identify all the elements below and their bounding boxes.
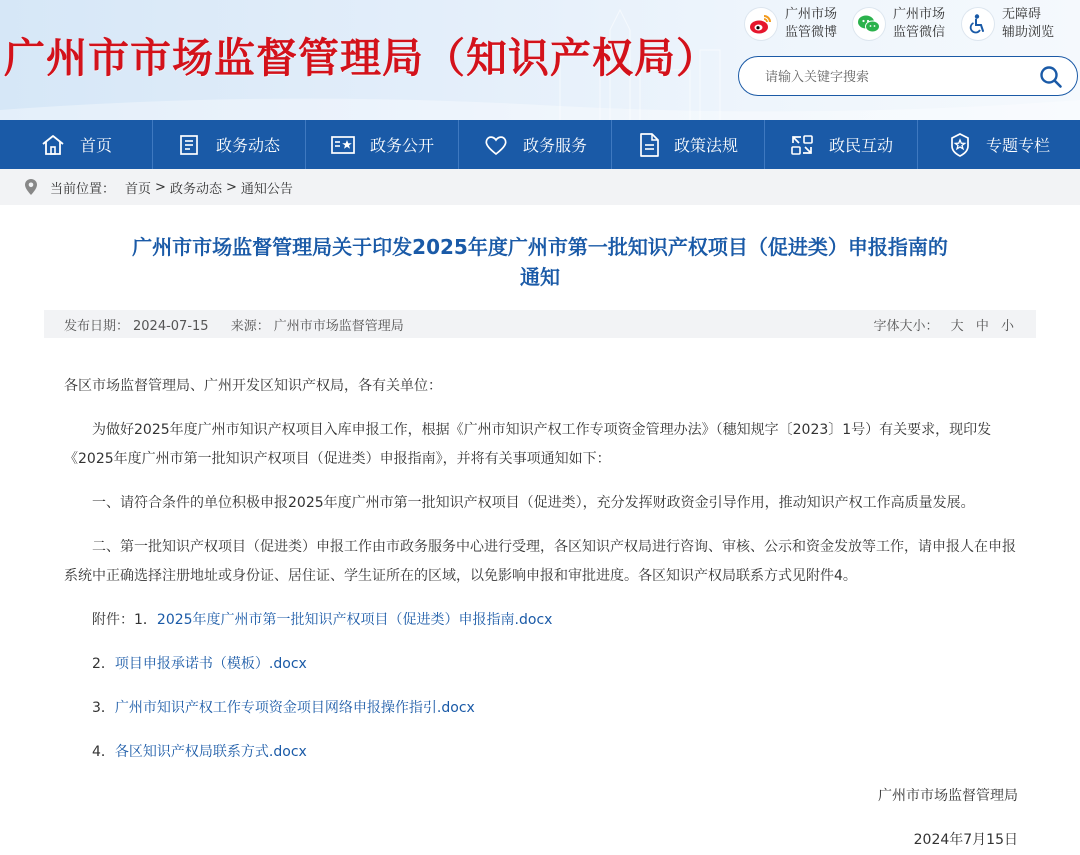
article-meta bbox=[44, 310, 1036, 338]
paragraph: 一、请符合条件的单位积极申报2025年度广州市第一批知识产权项目（促进类），充分发挥财政资金引导作用，推动知识产权工作高质量发展。 bbox=[92, 495, 975, 511]
attachment-item bbox=[64, 650, 1018, 679]
nav-item-service[interactable] bbox=[459, 120, 612, 169]
signature: 广州市市场监督管理局 bbox=[878, 788, 1018, 804]
paragraph: 二、第一批知识产权项目（促进类）申报工作由市政务服务中心进行受理，各区知识产权局进行咨询、审核、公示和资金发放等工作，请申报人在申报系统中正确选择注册地址或身份证、居住证、学生证所在的区域，以免影响申报和审批进度。各区知识产权局联系方式见附件4。 bbox=[64, 539, 1016, 584]
attachment-number: 3． bbox=[92, 700, 115, 716]
attachment-number: 4． bbox=[92, 744, 115, 760]
location-pin-icon bbox=[24, 178, 38, 196]
attachments-label: 附件： bbox=[92, 612, 134, 628]
search-input[interactable] bbox=[763, 66, 1027, 88]
home-icon bbox=[40, 133, 66, 157]
nav-label: 政务服务 bbox=[522, 136, 587, 155]
font-size-small[interactable]: 小 bbox=[1000, 319, 1014, 334]
attachment-item bbox=[64, 694, 1018, 723]
nav-label: 政民互动 bbox=[828, 136, 893, 155]
attachment-link[interactable]: 广州市知识产权工作专项资金项目网络申报操作指引.docx bbox=[114, 700, 475, 716]
breadcrumb-separator: > bbox=[155, 179, 166, 195]
nav-item-news[interactable] bbox=[153, 120, 306, 169]
source: 广州市市场监督管理局 bbox=[273, 319, 404, 334]
article-title-line1: 广州市市场监督管理局关于印发2025年度广州市第一批知识产权项目（促进类）申报指南的 bbox=[132, 235, 948, 259]
search-box bbox=[738, 56, 1078, 96]
wechat-icon bbox=[853, 8, 885, 40]
breadcrumb-news[interactable]: 政务动态 bbox=[169, 181, 222, 197]
salutation: 各区市场监督管理局、广州开发区知识产权局，各有关单位： bbox=[64, 378, 442, 394]
date-label: 发布日期： bbox=[64, 319, 130, 334]
attachment-link[interactable]: 项目申报承诺书（模板）.docx bbox=[114, 656, 307, 672]
quick-link-line2: 辅助浏览 bbox=[1002, 25, 1055, 40]
nav-item-open-gov[interactable] bbox=[306, 120, 459, 169]
quick-link-line2: 监管微信 bbox=[893, 25, 946, 40]
nav-label: 政策法规 bbox=[673, 136, 738, 155]
quick-link-weibo[interactable] bbox=[745, 6, 837, 42]
font-size-medium[interactable]: 中 bbox=[975, 319, 989, 334]
badge-icon bbox=[948, 132, 972, 158]
nav-label: 政务动态 bbox=[215, 136, 280, 155]
attachment-link[interactable]: 各区知识产权局联系方式.docx bbox=[114, 744, 307, 760]
quick-link-line1: 广州市场 bbox=[785, 7, 838, 22]
quick-link-line1: 无障碍 bbox=[1002, 7, 1042, 22]
nav-label: 专题专栏 bbox=[985, 136, 1050, 155]
breadcrumb bbox=[0, 169, 1080, 205]
nav-label: 首页 bbox=[79, 136, 112, 155]
attachment-number: 1． bbox=[134, 612, 157, 628]
breadcrumb-home[interactable]: 首页 bbox=[125, 181, 152, 197]
heart-icon bbox=[483, 134, 509, 156]
breadcrumb-separator: > bbox=[225, 179, 237, 195]
news-icon bbox=[178, 134, 202, 156]
article-body bbox=[64, 372, 1018, 855]
attachment-number: 2． bbox=[92, 656, 115, 672]
breadcrumb-prefix: 当前位置： bbox=[50, 181, 116, 197]
nav-label: 政务公开 bbox=[369, 136, 434, 155]
nav-item-home[interactable] bbox=[0, 120, 153, 169]
site-header bbox=[0, 0, 1080, 120]
breadcrumb-notices[interactable]: 通知公告 bbox=[240, 181, 293, 197]
open-gov-icon bbox=[330, 134, 356, 156]
quick-link-accessibility[interactable] bbox=[962, 6, 1054, 42]
nav-item-interaction[interactable] bbox=[765, 120, 918, 169]
quick-link-wechat[interactable] bbox=[853, 6, 945, 42]
quick-link-line2: 监管微博 bbox=[785, 25, 838, 40]
article-title-line2: 通知 bbox=[520, 265, 560, 289]
site-title: 广州市市场监督管理局（知识产权局） bbox=[4, 34, 718, 82]
font-size-label: 字体大小： bbox=[873, 319, 939, 334]
nav-item-topics[interactable] bbox=[918, 120, 1080, 169]
main-nav bbox=[0, 120, 1080, 169]
document-icon bbox=[638, 132, 660, 158]
source-label: 来源： bbox=[230, 319, 270, 334]
attachment-item bbox=[64, 738, 1018, 767]
publish-date: 2024-07-15 bbox=[133, 319, 209, 334]
search-icon[interactable] bbox=[1039, 65, 1063, 89]
font-size-large[interactable]: 大 bbox=[950, 319, 964, 334]
accessibility-icon bbox=[962, 8, 994, 40]
attachment-item bbox=[64, 606, 1018, 635]
attachment-link[interactable]: 2025年度广州市第一批知识产权项目（促进类）申报指南.docx bbox=[156, 612, 553, 628]
interaction-icon bbox=[789, 133, 815, 157]
paragraph: 为做好2025年度广州市知识产权项目入库申报工作，根据《广州市知识产权工作专项资金管理办法》（穗知规字〔2023〕1号）有关要求，现印发《2025年度广州市第一批知识产权项目（促进类）申报指南》，并将有关事项通知如下： bbox=[64, 422, 992, 467]
sign-date: 2024年7月15日 bbox=[913, 832, 1018, 848]
quick-link-line1: 广州市场 bbox=[893, 7, 946, 22]
weibo-icon bbox=[745, 8, 777, 40]
nav-item-policy[interactable] bbox=[612, 120, 765, 169]
article-title bbox=[90, 232, 990, 292]
